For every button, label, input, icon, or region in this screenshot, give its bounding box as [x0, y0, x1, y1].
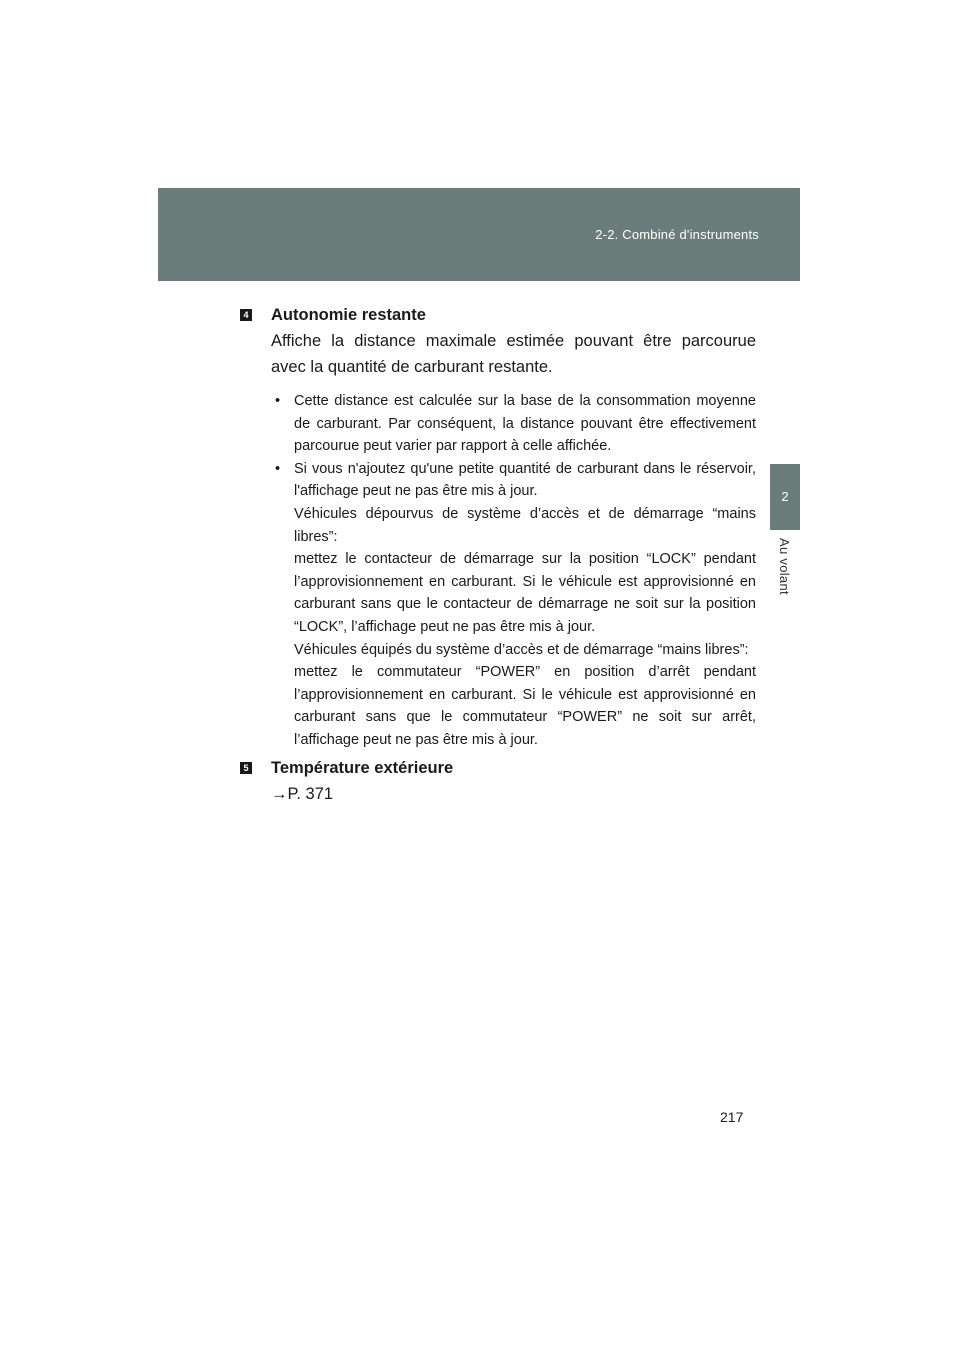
note-paragraph: Si vous n'ajoutez qu'une petite quantité de carburant dans le réservoir, l'affichage peut ne pas être mis à jour. [294, 460, 756, 500]
note-paragraph: Cette distance est calculée sur la base de la consommation moyenne de carburant. Par conséquent, la distance pouvant être effectivement parcourue peut varier par rapport à celle affichée. [294, 393, 756, 455]
section-title: 2-2. Combiné d'instruments [595, 227, 759, 242]
item-title: Température extérieure [271, 758, 454, 777]
bullet-icon: • [275, 393, 281, 409]
list-item [271, 458, 756, 752]
item-section-4 [240, 302, 756, 752]
note-paragraph: Véhicules dépourvus de système d’accès et de démarrage “mains libres”: [294, 505, 756, 545]
note-paragraph: Véhicules équipés du système d’accès et de démarrage “mains libres”: [294, 641, 749, 658]
chapter-tab [770, 464, 800, 530]
item-number-badge: 5 [240, 762, 252, 774]
bullet-icon: • [275, 460, 281, 477]
notes-list [271, 390, 756, 752]
item-number-badge: 4 [240, 309, 252, 321]
item-section-5 [240, 755, 756, 807]
page-number: 217 [720, 1109, 744, 1125]
header-band [158, 188, 800, 281]
list-item [271, 390, 756, 458]
main-content [240, 302, 756, 807]
note-paragraph: mettez le commutateur “POWER” en position d’arrêt pendant l’approvisionnement en carburant. Si le véhicule est approvisionné en carburant sans que le commutateur “POWER” ne soit sur arrêt, l’affichage peut ne pas être mis à jour. [294, 664, 756, 748]
item-title: Autonomie restante [271, 306, 426, 324]
chapter-number: 2 [781, 489, 789, 504]
chapter-label-container [770, 538, 800, 608]
item-description: Affiche la distance maximale estimée pouvant être parcourue avec la quantité de carburant restante. [271, 332, 756, 376]
chapter-label: Au volant [777, 538, 792, 595]
item-heading [240, 302, 756, 328]
page-reference-link[interactable]: →P. 371 [271, 784, 334, 803]
item-heading [240, 755, 756, 781]
note-paragraph: mettez le contacteur de démarrage sur la position “LOCK” pendant l’approvisionnement en carburant. Si le véhicule est approvisionné en carburant sans que le contacteur de démarrage ne soit sur la position “LOCK”, l’affichage peut ne pas être mis à jour. [294, 551, 756, 635]
